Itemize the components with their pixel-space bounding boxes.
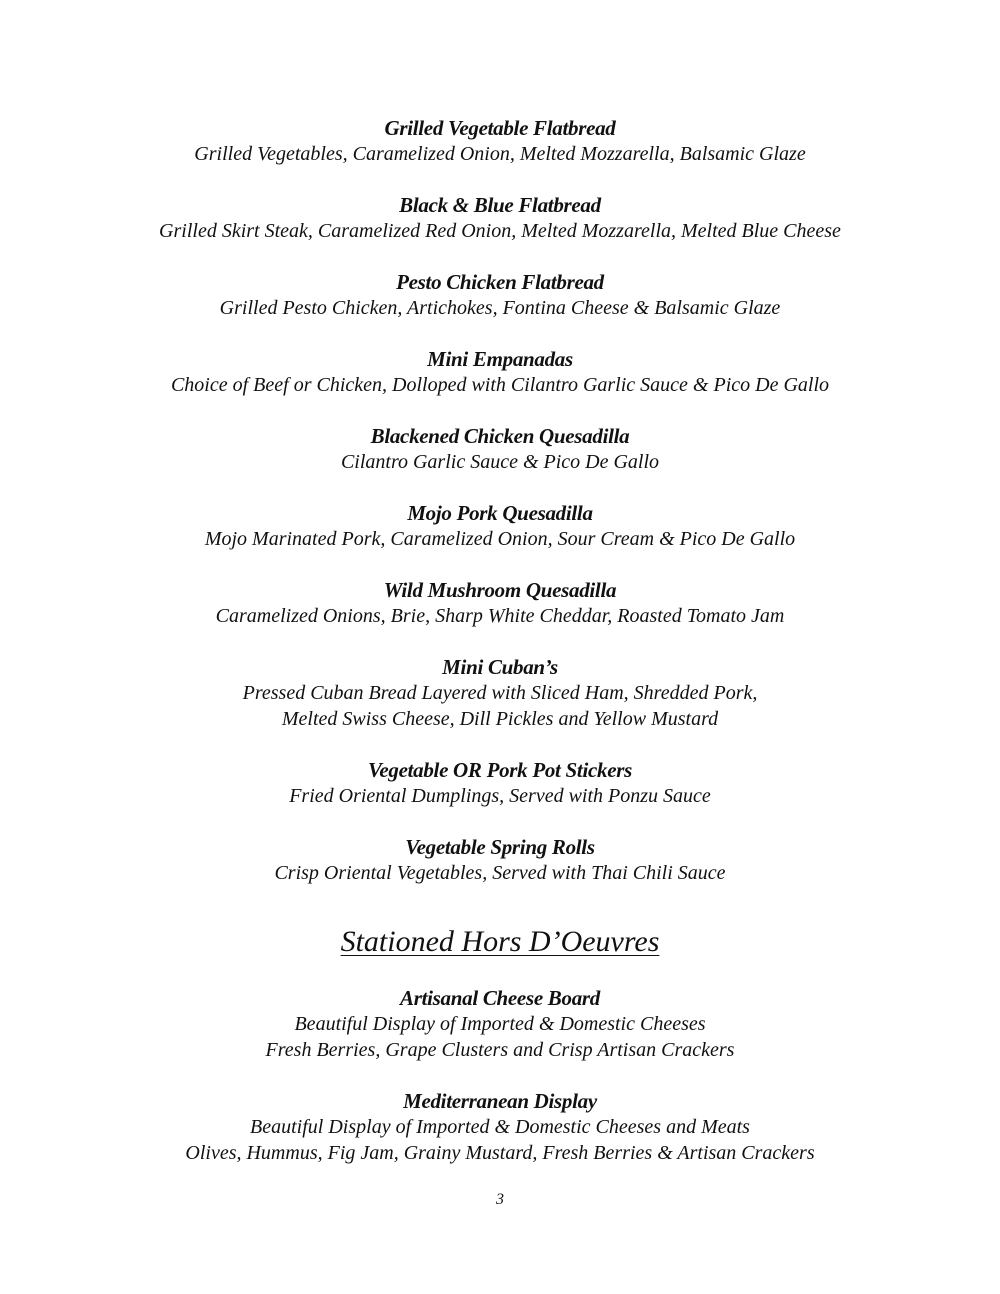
item-name: Mini Cuban’s [442, 655, 558, 679]
item-description: Olives, Hummus, Fig Jam, Grainy Mustard, Fresh Berries & Artisan Crackers [185, 1142, 815, 1164]
menu-item [0, 115, 1000, 167]
item-name: Black & Blue Flatbread [399, 193, 601, 217]
item-description: Crisp Oriental Vegetables, Served with Thai Chili Sauce [274, 862, 726, 884]
item-description: Pressed Cuban Bread Layered with Sliced Ham, Shredded Pork, [242, 682, 758, 704]
item-description: Fried Oriental Dumplings, Served with Ponzu Sauce [289, 785, 711, 807]
item-name: Mojo Pork Quesadilla [407, 501, 593, 525]
menu-item [0, 269, 1000, 321]
item-description: Fresh Berries, Grape Clusters and Crisp Artisan Crackers [265, 1039, 735, 1061]
item-name: Wild Mushroom Quesadilla [383, 578, 617, 602]
menu-item [0, 577, 1000, 629]
stationed-list [0, 985, 1000, 1166]
menu-item [0, 346, 1000, 398]
item-description: Beautiful Display of Imported & Domestic Cheeses and Meats [250, 1116, 750, 1138]
section-title-text: Stationed Hors D’Oeuvres [340, 925, 660, 958]
item-description: Melted Swiss Cheese, Dill Pickles and Yellow Mustard [281, 708, 719, 730]
item-description: Cilantro Garlic Sauce & Pico De Gallo [340, 451, 660, 473]
item-name: Mini Empanadas [427, 347, 573, 371]
page-number: 3 [496, 1191, 504, 1208]
menu-item [0, 757, 1000, 809]
item-description: Mojo Marinated Pork, Caramelized Onion, Sour Cream & Pico De Gallo [204, 528, 796, 550]
menu-item [0, 985, 1000, 1063]
item-name: Vegetable OR Pork Pot Stickers [368, 758, 632, 782]
item-description: Grilled Pesto Chicken, Artichokes, Fontina Cheese & Balsamic Glaze [219, 297, 781, 319]
item-name: Grilled Vegetable Flatbread [384, 116, 616, 140]
item-name: Blackened Chicken Quesadilla [370, 424, 630, 448]
item-description: Caramelized Onions, Brie, Sharp White Cheddar, Roasted Tomato Jam [215, 605, 785, 627]
item-description: Choice of Beef or Chicken, Dolloped with Cilantro Garlic Sauce & Pico De Gallo [170, 374, 830, 396]
section-title [0, 924, 1000, 960]
menu-item [0, 500, 1000, 552]
menu-item [0, 192, 1000, 244]
item-name: Vegetable Spring Rolls [405, 835, 595, 859]
hors-doeuvres-list [0, 115, 1000, 886]
menu-item [0, 423, 1000, 475]
menu-item [0, 1088, 1000, 1166]
item-description: Grilled Vegetables, Caramelized Onion, Melted Mozzarella, Balsamic Glaze [194, 143, 806, 165]
item-name: Mediterranean Display [403, 1089, 597, 1113]
item-description: Beautiful Display of Imported & Domestic Cheeses [294, 1013, 706, 1035]
item-name: Pesto Chicken Flatbread [396, 270, 604, 294]
item-name: Artisanal Cheese Board [400, 986, 600, 1010]
menu-item [0, 834, 1000, 886]
menu-item [0, 654, 1000, 732]
item-description: Grilled Skirt Steak, Caramelized Red Onion, Melted Mozzarella, Melted Blue Cheese [159, 220, 841, 242]
